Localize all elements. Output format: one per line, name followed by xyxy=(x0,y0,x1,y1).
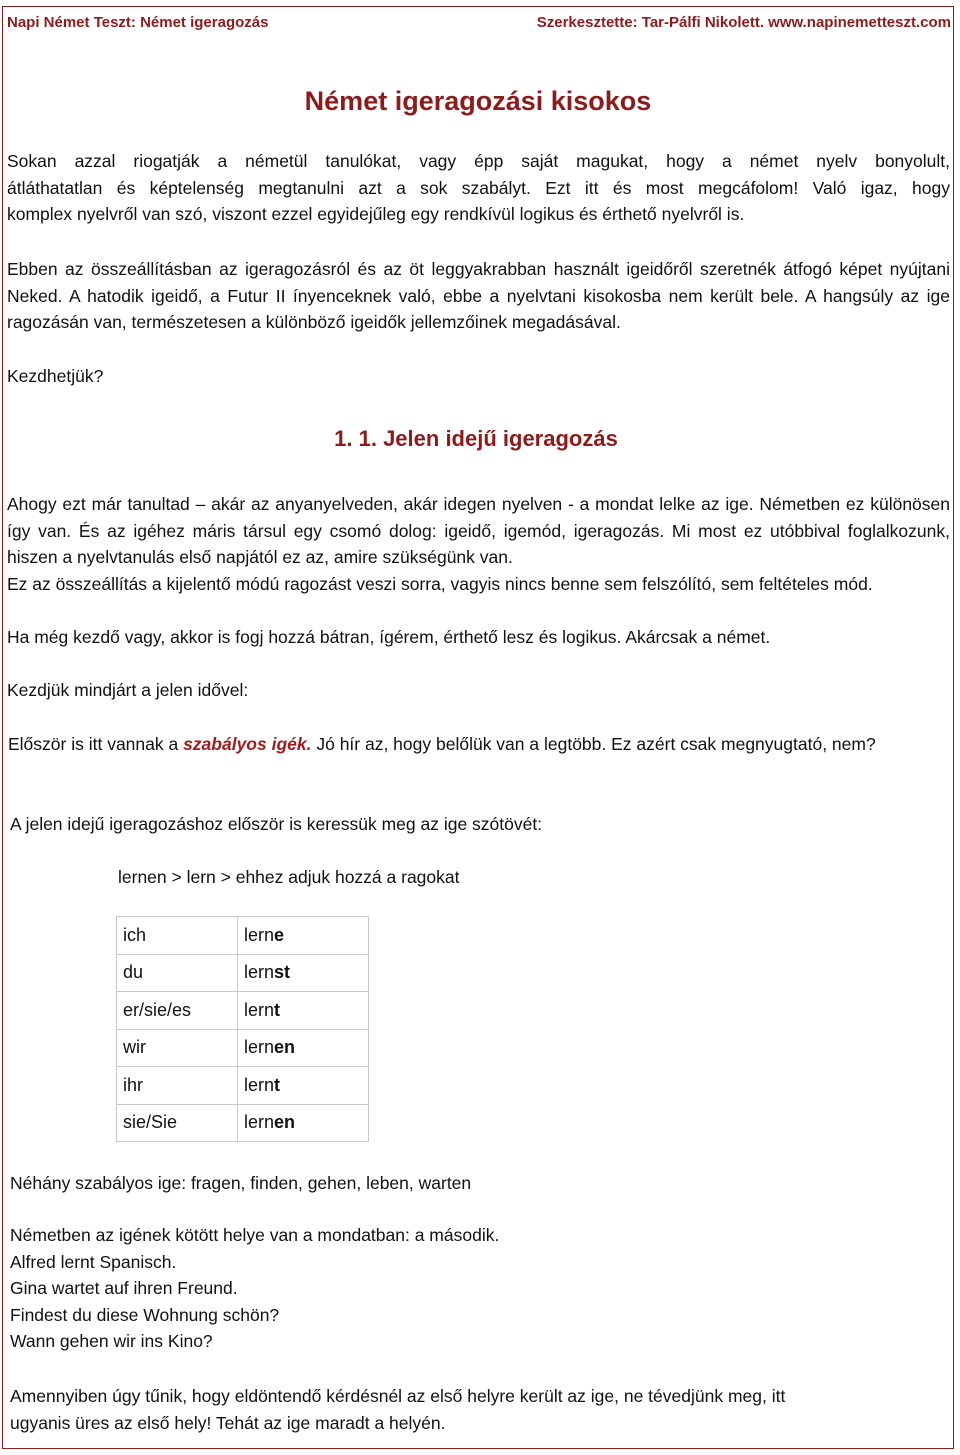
intro-line-3: komplex nyelvről van szó, viszont ezzel egyidejűleg egy rendkívül logikus és érthető nyelvről is. xyxy=(7,204,745,224)
pronoun-cell: ich xyxy=(117,917,238,955)
verb-ending: t xyxy=(274,999,281,1020)
verb-form-cell xyxy=(238,992,369,1030)
verb-ending: st xyxy=(274,962,291,983)
verb-stem: lern xyxy=(244,962,275,983)
section-title: 1. 1. Jelen idejű igeragozás xyxy=(334,426,618,451)
verb-form-cell xyxy=(238,1067,369,1105)
closing-line-1: Amennyiben úgy tűnik, hogy eldöntendő kérdésnél az első helyre került az ige, ne tévedjünk meg, itt xyxy=(10,1386,786,1406)
verb-stem: lern xyxy=(244,1074,275,1095)
conjugation-table xyxy=(116,916,369,1142)
example-sentence-4: Wann gehen wir ins Kino? xyxy=(10,1331,213,1351)
verb-stem: lern xyxy=(244,1037,275,1058)
verb-form-cell xyxy=(238,1029,369,1067)
example-sentence-1: Alfred lernt Spanisch. xyxy=(10,1251,177,1272)
conjugation-row xyxy=(117,954,369,992)
paragraph-beginner: Ha még kezdő vagy, akkor is fogj hozzá bátran, ígérem, érthető lesz és logikus. Akárcsak a német. xyxy=(7,627,771,647)
example-sentence-2: Gina wartet auf ihren Freund. xyxy=(10,1278,238,1298)
closing-line-2: ugyanis üres az első hely! Tehát az ige maradt a helyén. xyxy=(10,1412,446,1433)
verb-ending: e xyxy=(274,924,285,945)
paragraph-regular-verbs xyxy=(8,731,950,758)
verb-form-cell xyxy=(238,954,369,992)
header-right: Szerkesztette: Tar-Pálfi Nikolett. www.napinemetteszt.com xyxy=(536,14,951,31)
pronoun-cell: du xyxy=(117,954,238,992)
intro-line-1: Sokan azzal riogatják a németül tanulókat, vagy épp saját magukat, hogy a német nyelv bonyolult, xyxy=(7,151,950,171)
paragraph-overview: Ebben az összeállításban az igeragozásról és az öt leggyakrabban használt igeidőről szeretnék átfogó képet nyújtani Neked. A hatodik igeidő, a Futur II ínyenceknek való, ebbe a nyelvtani kisokosba nem került bele. A hangsúly az ige ragozásán van, természetesen a különböző igeidők jellemzőinek megadásával. xyxy=(7,259,950,332)
conjugation-row xyxy=(117,1029,369,1067)
para7-after: Jó hír az, hogy belőlük van a legtöbb. Ez azért csak megnyugtató, nem? xyxy=(311,734,876,754)
example-sentence-3: Findest du diese Wohnung schön? xyxy=(10,1304,280,1325)
header-left: Napi Német Teszt: Német igeragozás xyxy=(7,14,269,31)
closing-paragraph xyxy=(10,1383,940,1436)
paragraph-stem: A jelen idejű igeragozáshoz először is keressük meg az ige szótövét: xyxy=(10,814,543,834)
stem-line: lernen > lern > ehhez adjuk hozzá a ragokat xyxy=(118,867,460,887)
examples-intro: Németben az igének kötött helye van a mondatban: a második. xyxy=(10,1225,500,1245)
conjugation-row xyxy=(117,1067,369,1105)
intro-paragraph xyxy=(7,148,950,228)
intro-line-2: átláthatatlan és képtelenség megtanulni azt a sok szabályt. Ezt itt és most megcáfolom! Való igaz, hogy xyxy=(7,177,950,198)
paragraph-start-present: Kezdjük mindjárt a jelen idővel: xyxy=(7,680,249,700)
verb-form-cell xyxy=(238,917,369,955)
pronoun-cell: sie/Sie xyxy=(117,1104,238,1142)
pronoun-cell: wir xyxy=(117,1029,238,1067)
verb-stem: lern xyxy=(244,1112,275,1133)
paragraph-kezdhetjuk: Kezdhetjük? xyxy=(7,366,104,386)
verb-stem: lern xyxy=(244,924,275,945)
pronoun-cell: er/sie/es xyxy=(117,992,238,1030)
paragraph-intro-verb: Ahogy ezt már tanultad – akár az anyanyelveden, akár idegen nyelven - a mondat lelke az ige. Németben ez különösen így van. És az igéhez máris társul egy csomó dolog: igeidő, igemód, igeragozás. Mi most ez utóbbival foglalkozunk, hiszen a nyelvtanulás első napjától ez az, amire szükségünk van. xyxy=(7,494,950,567)
regular-verbs-emphasis: szabályos igék. xyxy=(183,734,312,754)
conjugation-row xyxy=(117,917,369,955)
paragraph-indicative: Ez az összeállítás a kijelentő módú ragozást veszi sorra, vagyis nincs benne sem felszólító, sem feltételes mód. xyxy=(7,574,873,594)
verb-ending: en xyxy=(274,1112,296,1133)
verb-ending: t xyxy=(274,1074,281,1095)
verb-stem: lern xyxy=(244,999,275,1020)
regular-verbs-list: Néhány szabályos ige: fragen, finden, gehen, leben, warten xyxy=(10,1173,472,1193)
conjugation-row xyxy=(117,992,369,1030)
para7-before: Először is itt vannak a xyxy=(8,734,184,754)
verb-form-cell xyxy=(238,1104,369,1142)
verb-ending: en xyxy=(274,1037,296,1058)
examples-block xyxy=(10,1222,910,1355)
pronoun-cell: ihr xyxy=(117,1067,238,1105)
page-title: Német igeragozási kisokos xyxy=(304,86,652,116)
conjugation-row xyxy=(117,1104,369,1142)
